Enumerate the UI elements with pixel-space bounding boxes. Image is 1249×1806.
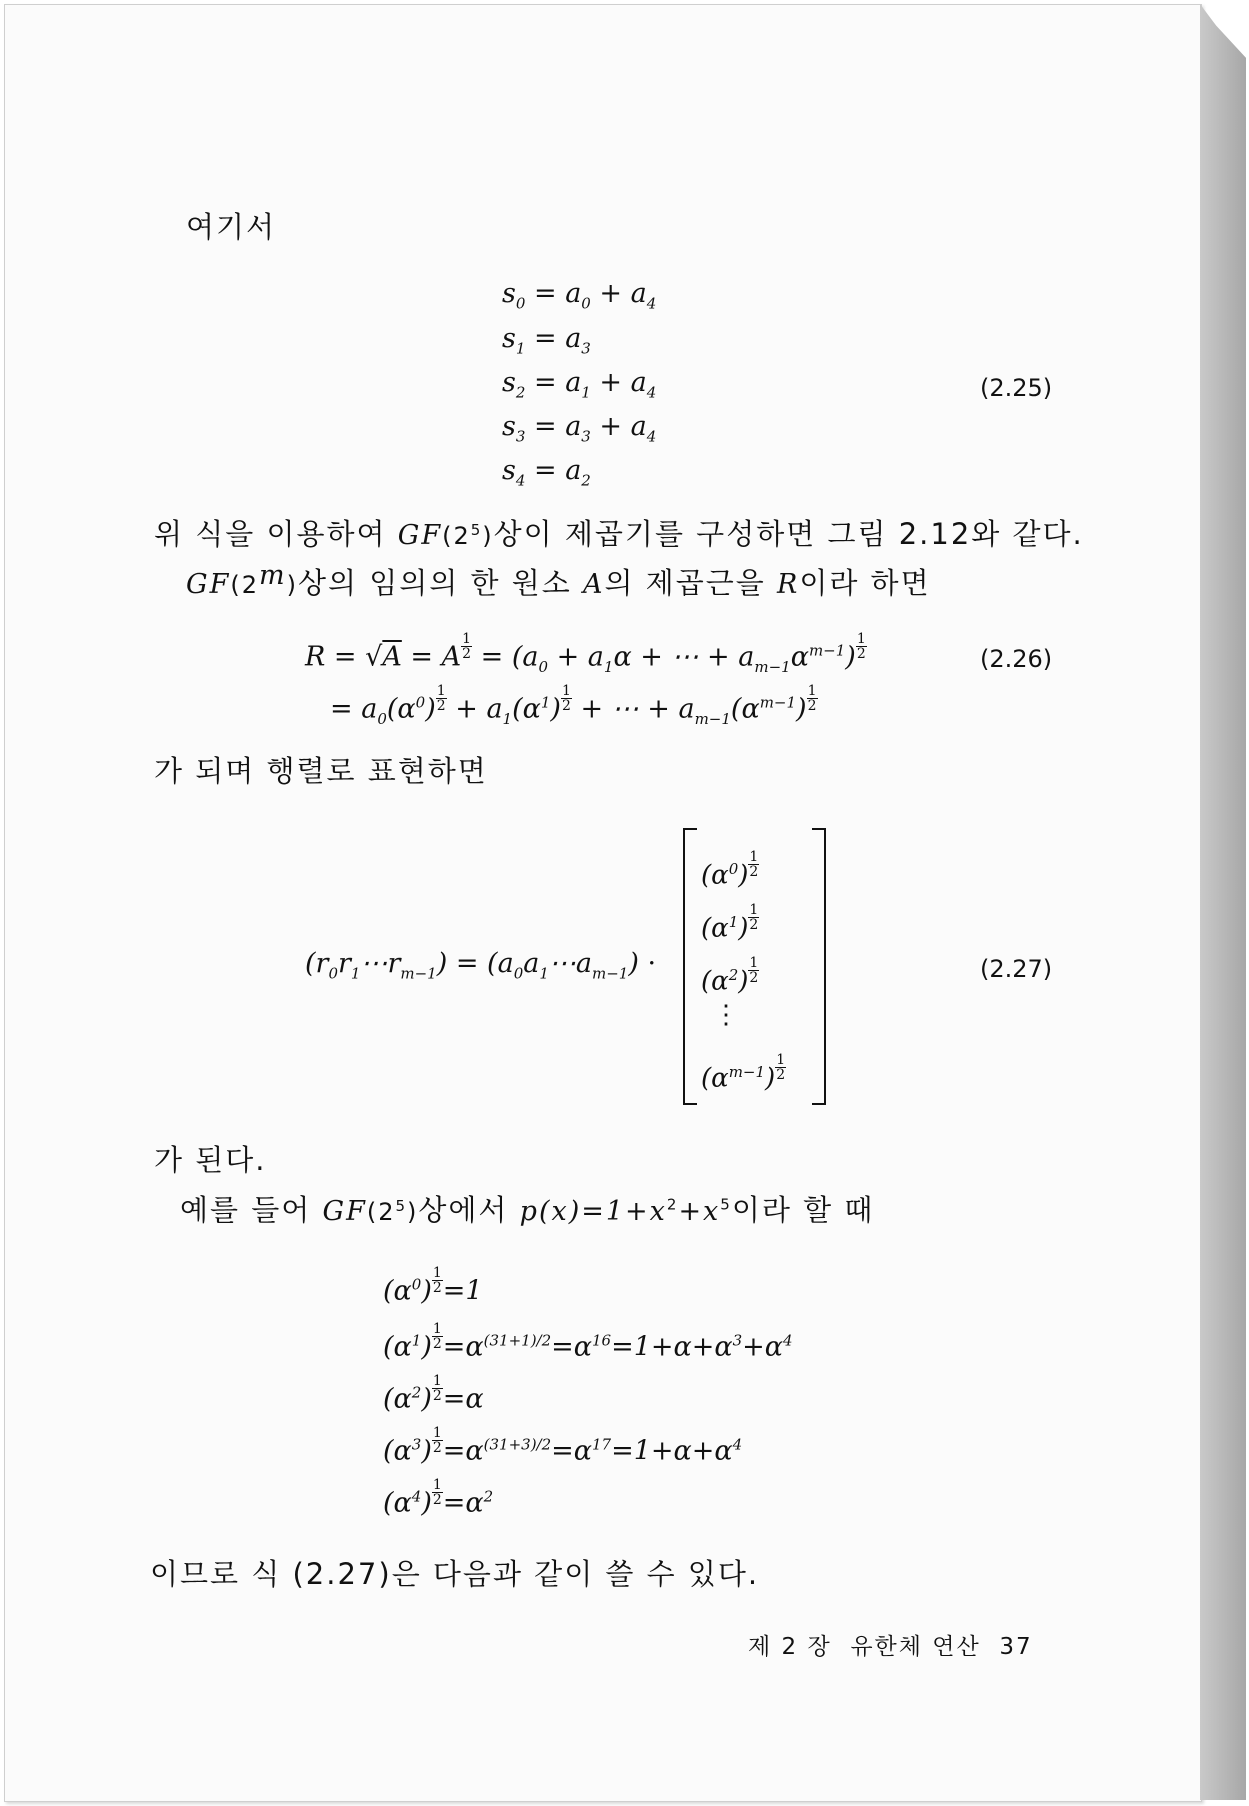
matrix-left-bracket: [683, 828, 697, 1105]
root-line-4: $(\alpha^4)$ $\frac{1}{2}$ $=\alpha^2$: [383, 1477, 494, 1519]
running-footer: [748, 1628, 1033, 1661]
root-line-2: $(\alpha^2)$ $\frac{1}{2}$ =α: [383, 1373, 484, 1415]
intro-text: 여기서: [186, 210, 277, 244]
eq-2-26-line-2: = $a_0(\alpha^0)$ $\frac{1}{2}$ + $a_1(\alpha^1)$ $\frac{1}{2}$ + ⋯ + $a_{m-1}(\alpha^{m-1})$ $\frac{1}{2}$: [330, 683, 817, 729]
matrix-right-bracket: [812, 828, 826, 1105]
page-number: 37: [999, 1634, 1033, 1660]
matrix-row: $(\alpha^{m-1})$ $\frac{1}{2}$: [701, 1052, 786, 1094]
book-page: [4, 4, 1202, 1802]
matrix-row: $(\alpha^1)$ $\frac{1}{2}$: [701, 902, 759, 944]
paragraph-4: 가 된다.: [154, 1143, 267, 1177]
matrix-row-dots: ⋮: [713, 1000, 739, 1030]
paragraph-6: 이므로 식 (2.27)은 다음과 같이 쓸 수 있다.: [150, 1557, 760, 1591]
footer-chapter: 제 2 장: [748, 1634, 832, 1660]
root-matrix: [683, 828, 826, 1101]
paragraph-2: GF(2$^m$)상의 임의의 한 원소 A의 제곱근을 R이라 하면: [186, 560, 931, 600]
page-edge-shadow: [1200, 4, 1246, 1800]
paragraph-5: 예를 들어 $GF(2^5)$상에서 $p(x)=1+x^2+x^5$이라 할 때: [180, 1193, 875, 1227]
eq-line-s0: $s_0 = a_0 + a_4$: [502, 278, 657, 313]
matrix-row: $(\alpha^2)$ $\frac{1}{2}$: [701, 955, 759, 997]
eq-number-2-25: (2.25): [980, 374, 1053, 402]
eq-line-s1: $s_1 = a_3$: [502, 323, 591, 358]
paragraph-1: 위 식을 이용하여 $GF(2^5)$상이 제곱기를 구성하면 그림 2.12와 같다.: [154, 517, 1084, 551]
eq-number-2-26: (2.26): [980, 645, 1053, 673]
root-line-3: $(\alpha^3)$ $\frac{1}{2}$ $=\alpha^{(31+3)/2}=\alpha^{17}=1+\alpha+\alpha^4$: [383, 1425, 743, 1467]
matrix-row: $(\alpha^0)$ $\frac{1}{2}$: [701, 849, 759, 891]
root-line-0: $(\alpha^0)$ $\frac{1}{2}$ =1: [383, 1265, 483, 1307]
eq-line-s3: $s_3 = a_3 + a_4$: [502, 411, 657, 446]
root-line-1: $(\alpha^1)$ $\frac{1}{2}$ $=\alpha^{(31+1)/2}=\alpha^{16}=1+\alpha+\alpha^3+\alpha^4$: [383, 1321, 793, 1363]
eq-2-27-lhs: $(r_0r_1\cdots r_{m-1})$ = $(a_0a_1\cdots a_{m-1})$ ·: [305, 948, 657, 983]
eq-line-s4: $s_4 = a_2$: [502, 455, 591, 490]
paragraph-3: 가 되며 행렬로 표현하면: [154, 754, 488, 788]
eq-number-2-27: (2.27): [980, 955, 1053, 983]
footer-title: 유한체 연산: [850, 1634, 981, 1660]
eq-line-s2: $s_2 = a_1 + a_4$: [502, 367, 657, 402]
eq-2-26-line-1: R = √A = A $\frac{1}{2}$ = ($a_0 + a_1\alpha$ + ⋯ + $a_{m-1}\alpha^{m-1}$) $\frac{1}{2}$: [305, 631, 866, 677]
